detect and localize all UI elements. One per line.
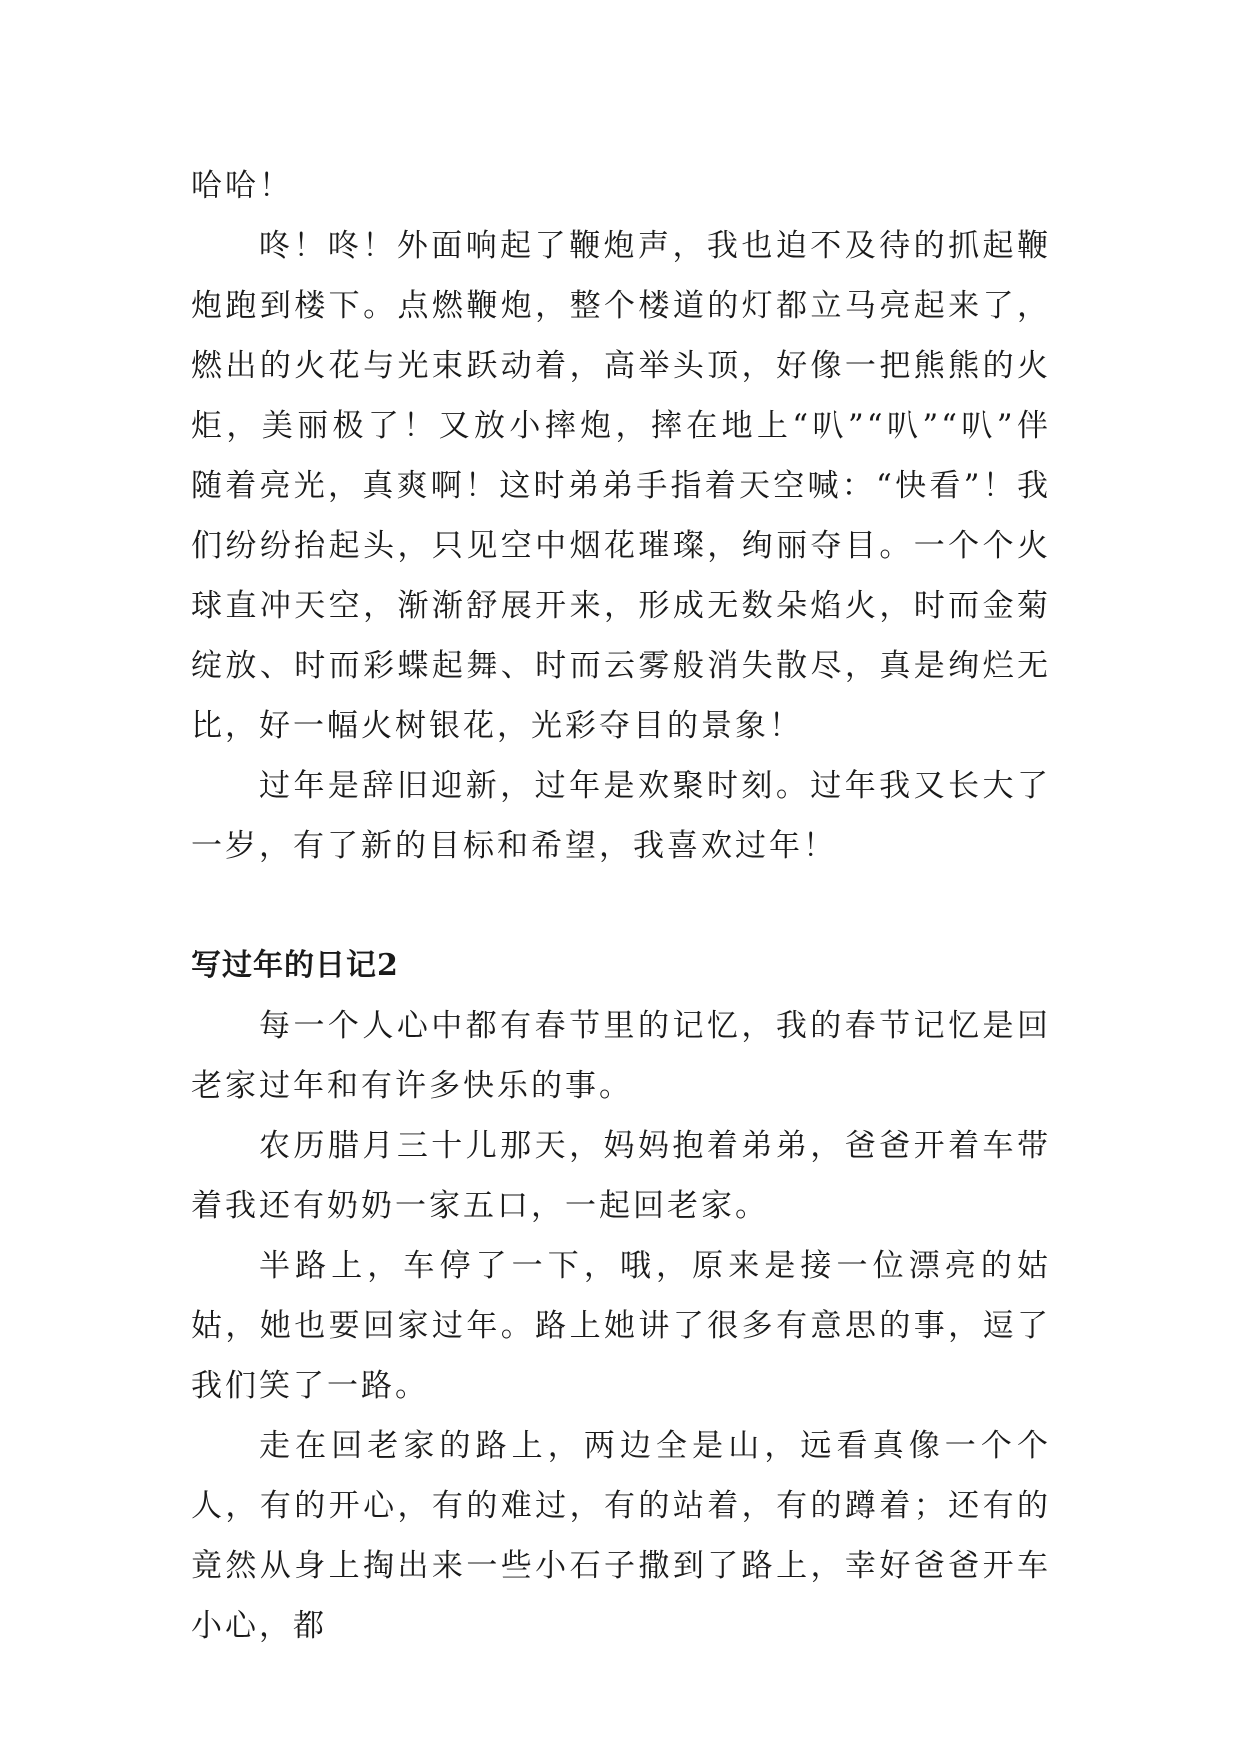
paragraph-new-years-eve: 农历腊月三十儿那天，妈妈抱着弟弟，爸爸开着车带着我还有奶奶一家五口，一起回老家。 [191, 1128, 1051, 1224]
paragraph-conclusion: 过年是辞旧迎新，过年是欢聚时刻。过年我又长大了一岁，有了新的目标和希望，我喜欢过年！ [191, 768, 1051, 864]
paragraph-mountains: 走在回老家的路上，两边全是山，远看真像一个个人，有的开心，有的难过，有的站着，有的蹲着；还有的竟然从身上掏出来一些小石子撒到了路上，幸好爸爸开车小心，都 [191, 1428, 1051, 1644]
section-title: 写过年的日记2 [191, 948, 399, 983]
paragraph-firecrackers: 咚！咚！外面响起了鞭炮声，我也迫不及待的抓起鞭炮跑到楼下。点燃鞭炮，整个楼道的灯都立马亮起来了，燃出的火花与光束跃动着，高举头顶，好像一把熊熊的火炬，美丽极了！又放小摔炮，摔在地上“叭”“叭”“叭”伴随着亮光，真爽啊！这时弟弟手指着天空喊：“快看”！我们纷纷抬起头，只见空中烟花璀璨，绚丽夺目。一个个火球直冲天空，渐渐舒展开来，形成无数朵焰火，时而金菊绽放、时而彩蝶起舞、时而云雾般消失散尽，真是绚烂无比，好一幅火树银花，光彩夺目的景象！ [191, 228, 1051, 744]
section-spacer [191, 876, 1051, 936]
document-body [191, 156, 1051, 1656]
paragraph-memory: 每一个人心中都有春节里的记忆，我的春节记忆是回老家过年和有许多快乐的事。 [191, 1008, 1051, 1104]
paragraph-halfway: 半路上，车停了一下，哦，原来是接一位漂亮的姑姑，她也要回家过年。路上她讲了很多有意思的事，逗了我们笑了一路。 [191, 1248, 1051, 1404]
paragraph-continuation: 哈哈！ [191, 168, 293, 204]
